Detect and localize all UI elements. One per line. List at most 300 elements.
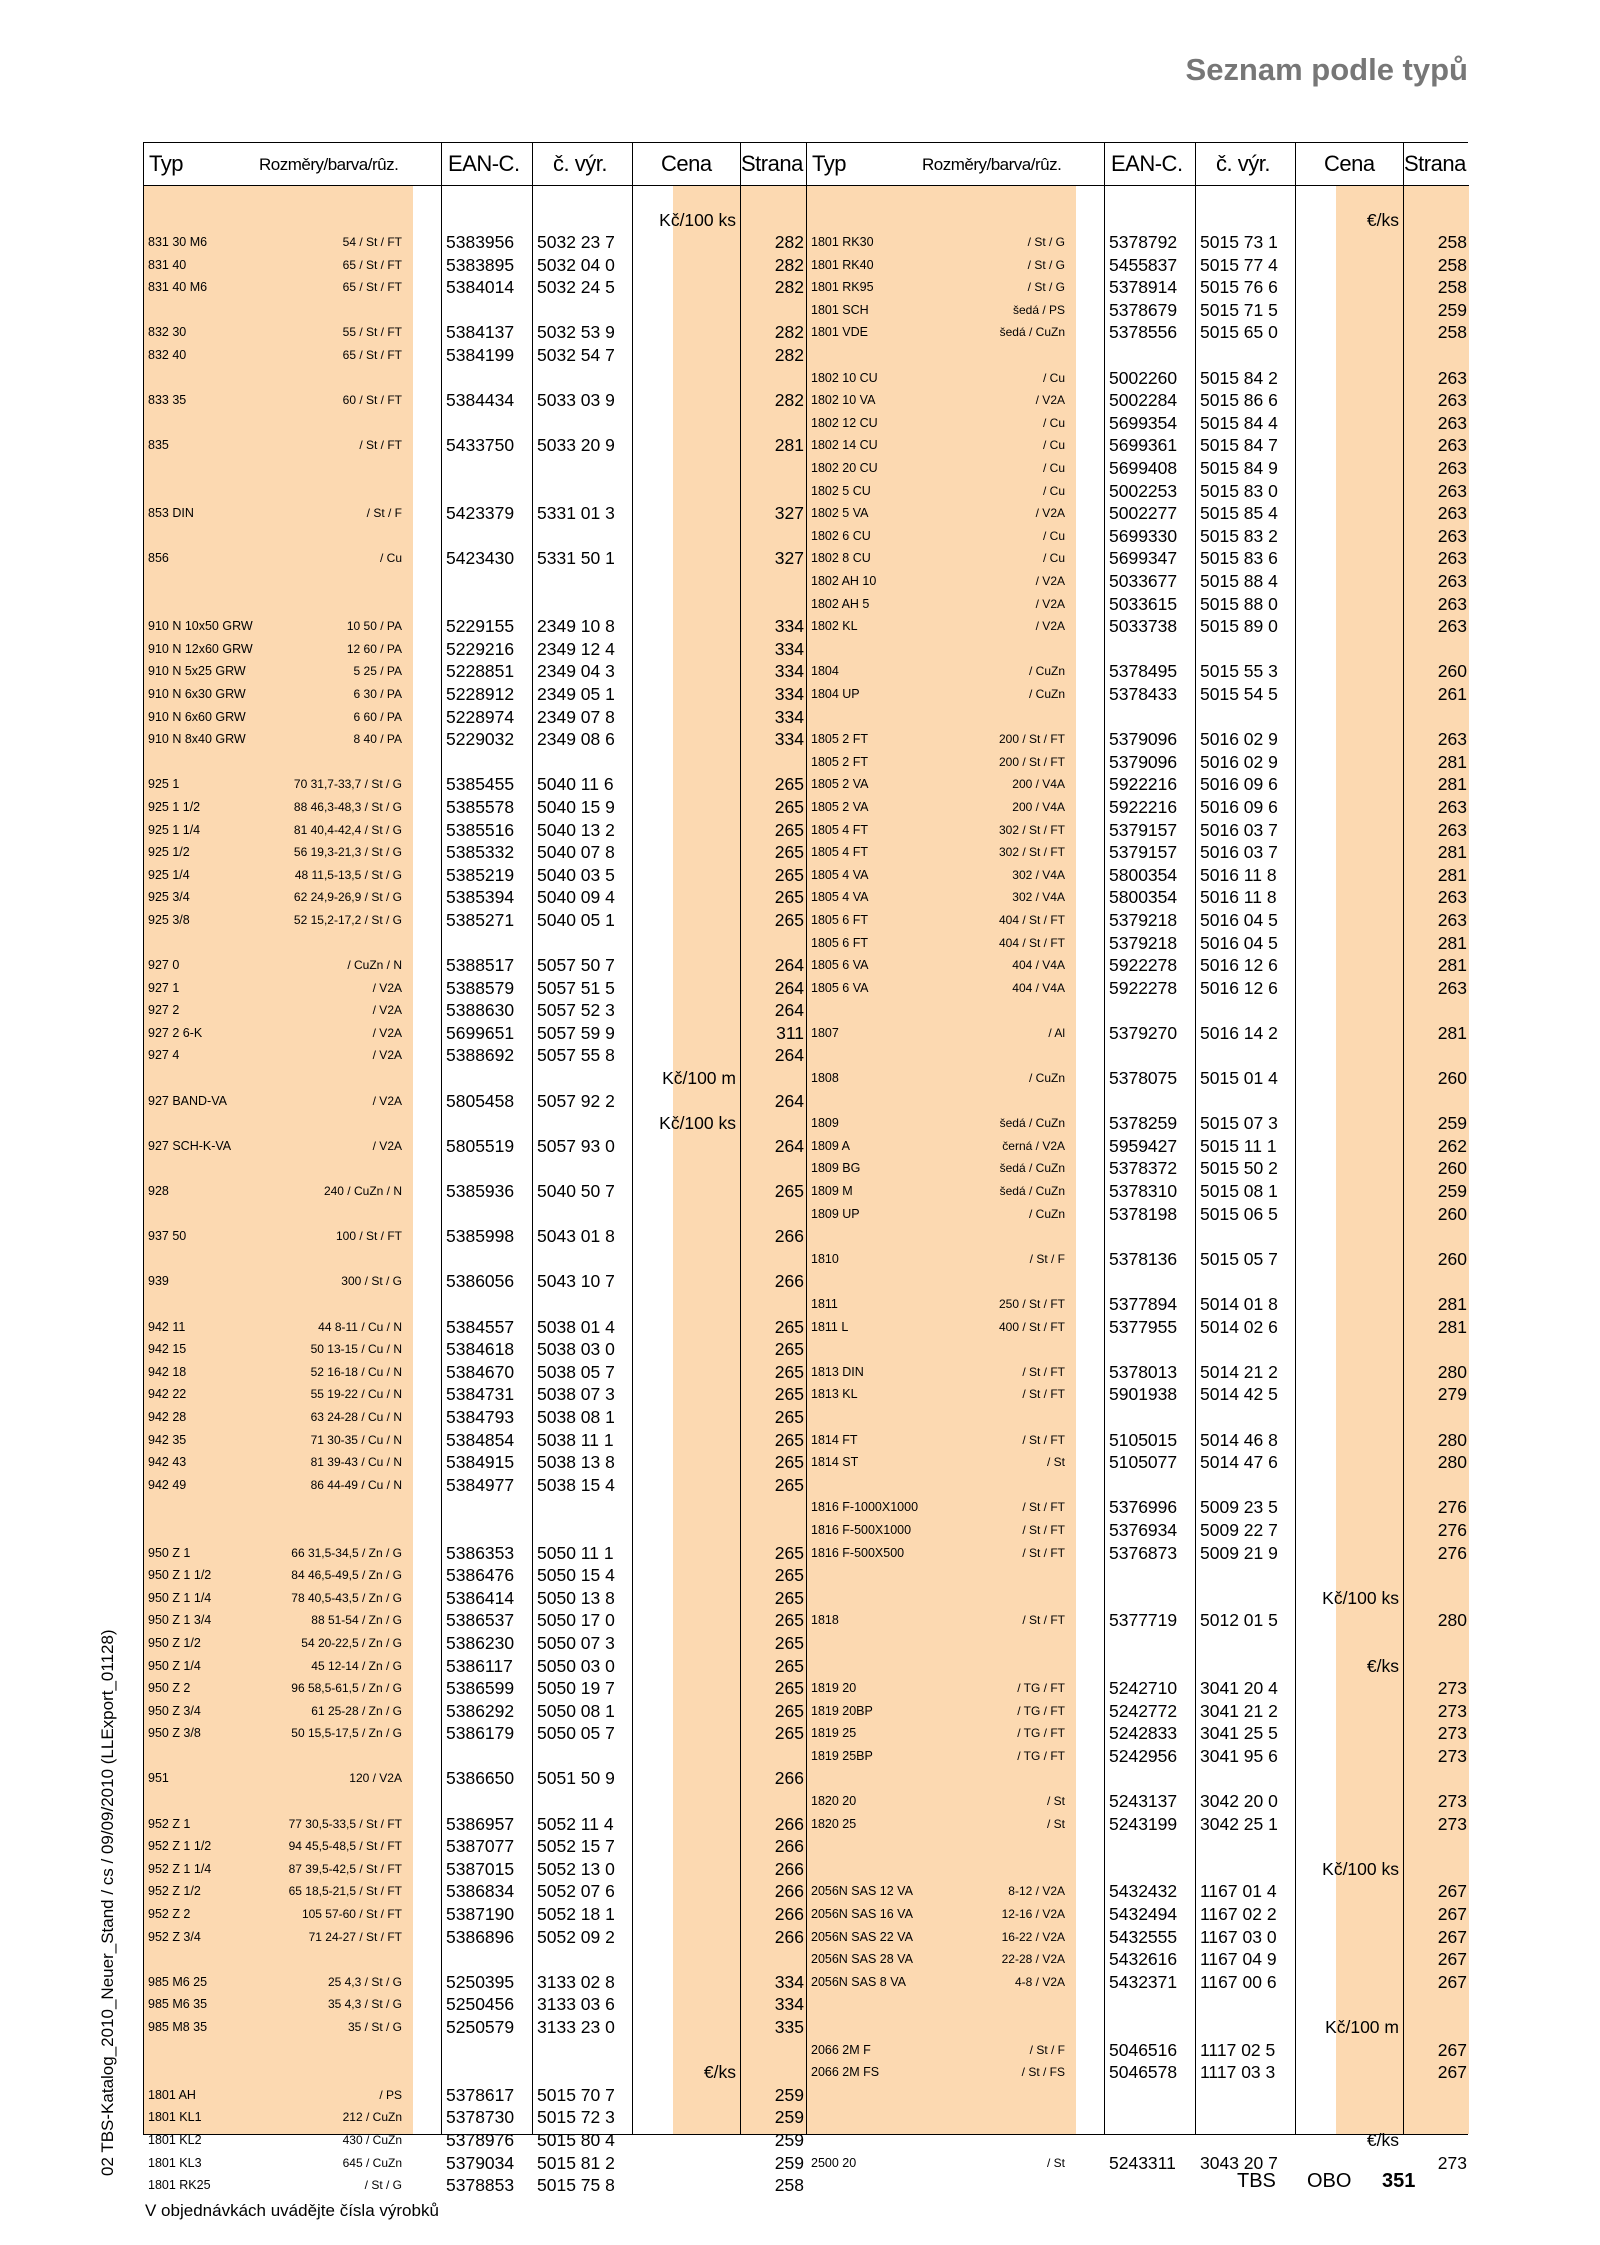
row-ean: 5046578: [1109, 2062, 1178, 2083]
row-type: 1819 25BP: [811, 1748, 873, 1763]
row-page: 267: [1437, 1971, 1467, 1992]
row-type: 833 35: [148, 393, 187, 408]
row-dimensions: 66 31,5-34,5 / Zn / G: [291, 1545, 402, 1560]
row-page: 263: [1437, 480, 1467, 501]
row-article-number: 5015 88 0: [1200, 593, 1278, 614]
table-row: [144, 751, 806, 774]
row-dimensions: 65 / St / FT: [342, 257, 402, 272]
table-row: [144, 1112, 806, 1135]
row-ean: 5386179: [446, 1723, 515, 1744]
row-article-number: 5032 54 7: [537, 345, 615, 366]
row-dimensions: 54 / St / FT: [342, 235, 402, 250]
row-dimensions: 8-12 / V2A: [1008, 1884, 1065, 1899]
table-row: [807, 977, 1469, 1000]
row-article-number: 5015 83 2: [1200, 525, 1278, 546]
row-article-number: 5015 11 1: [1200, 1135, 1277, 1156]
right-rows: [807, 209, 1469, 2175]
row-article-number: 5015 84 9: [1200, 458, 1278, 479]
table-row: [144, 1022, 806, 1045]
table-row: [144, 1993, 806, 2016]
header-article-number: č. výr.: [553, 151, 607, 176]
row-dimensions: / St: [1046, 2155, 1065, 2170]
row-dimensions: 16-22 / V2A: [1001, 1929, 1065, 1944]
row-page: 260: [1437, 1068, 1467, 1089]
table-row: [144, 480, 806, 503]
row-dimensions: 88 51-54 / Zn / G: [311, 1613, 402, 1628]
row-article-number: 5057 52 3: [537, 1000, 615, 1021]
row-page: 265: [774, 909, 804, 930]
row-type: 1802 12 CU: [811, 415, 878, 430]
row-type: 1819 20: [811, 1681, 857, 1696]
table-row: [807, 1429, 1469, 1452]
row-article-number: 3041 25 5: [1200, 1723, 1278, 1744]
table-row: [807, 254, 1469, 277]
row-type: 1805 6 VA: [811, 958, 869, 973]
table-row: [807, 1338, 1469, 1361]
row-dimensions: / Cu: [1042, 528, 1065, 543]
row-article-number: 5057 51 5: [537, 977, 615, 998]
row-ean: 5385394: [446, 887, 515, 908]
footer-brand-tbs: TBS: [1237, 2170, 1276, 2192]
row-page: 259: [774, 2129, 804, 2150]
row-article-number: 5015 75 8: [537, 2175, 615, 2196]
table-row: [807, 1112, 1469, 1135]
row-type: 1802 AH 5: [811, 596, 870, 611]
table-row: [807, 1474, 1469, 1497]
row-dimensions: 302 / St / FT: [998, 822, 1065, 837]
row-ean: 5384014: [446, 277, 515, 298]
row-type: 1818: [811, 1613, 839, 1628]
table-row: [144, 1044, 806, 1067]
row-page: 263: [1437, 729, 1467, 750]
row-ean: 5378976: [446, 2129, 515, 2150]
row-page: 258: [1437, 232, 1467, 253]
row-ean: 5378433: [1109, 683, 1178, 704]
row-dimensions: 8 40 / PA: [353, 732, 402, 747]
row-article-number: 5033 03 9: [537, 390, 615, 411]
row-article-number: 5331 01 3: [537, 503, 615, 524]
row-dimensions: / St / G: [1027, 235, 1065, 250]
table-row: [144, 1632, 806, 1655]
row-price-unit: Kč/100 ks: [659, 1113, 736, 1134]
row-ean: 5002277: [1109, 503, 1178, 524]
row-page: 259: [1437, 299, 1467, 320]
header-typ: Typ: [149, 151, 183, 176]
table-row: [807, 1655, 1469, 1678]
header-page: Strana: [1404, 151, 1466, 176]
row-type: 1805 6 FT: [811, 935, 868, 950]
row-article-number: 5057 50 7: [537, 955, 615, 976]
row-ean: 5387077: [446, 1836, 515, 1857]
row-ean: 5384434: [446, 390, 515, 411]
table-row: [144, 254, 806, 277]
row-page: 282: [774, 322, 804, 343]
row-article-number: 5016 04 5: [1200, 932, 1278, 953]
row-page: 273: [1437, 1813, 1467, 1834]
row-page: 281: [1437, 1316, 1467, 1337]
table-row: [807, 1813, 1469, 1836]
row-ean: 5105015: [1109, 1429, 1178, 1450]
row-type: 1814 ST: [811, 1455, 859, 1470]
row-ean: 5385998: [446, 1226, 515, 1247]
row-page: 334: [774, 638, 804, 659]
row-type: 925 1 1/2: [148, 799, 201, 814]
row-type: 910 N 5x25 GRW: [148, 664, 246, 679]
table-row: [807, 1519, 1469, 1542]
table-row: [144, 1519, 806, 1542]
table-row: [807, 706, 1469, 729]
row-article-number: 3042 25 1: [1200, 1813, 1278, 1834]
row-dimensions: / CuZn / N: [347, 958, 402, 973]
table-row: [144, 1067, 806, 1090]
row-page: 334: [774, 729, 804, 750]
row-type: 952 Z 1/2: [148, 1884, 201, 1899]
row-type: 952 Z 2: [148, 1907, 191, 1922]
row-type: 927 1: [148, 980, 180, 995]
table-row: [807, 1067, 1469, 1090]
order-note: V objednávkách uvádějte čísla výrobků: [145, 2201, 439, 2220]
row-dimensions: / Cu: [1042, 551, 1065, 566]
row-page: 258: [774, 2175, 804, 2196]
table-row: [144, 1157, 806, 1180]
row-type: 1801 AH: [148, 2087, 196, 2102]
row-ean: 5228912: [446, 683, 515, 704]
row-article-number: 5009 21 9: [1200, 1542, 1278, 1563]
table-row: [144, 2016, 806, 2039]
row-ean: 5385332: [446, 842, 515, 863]
table-row: [144, 1293, 806, 1316]
row-page: 264: [774, 1135, 804, 1156]
row-ean: 5378495: [1109, 661, 1178, 682]
row-ean: 5242956: [1109, 1745, 1178, 1766]
table-row: [144, 525, 806, 548]
row-page: 264: [774, 1090, 804, 1111]
row-ean: 5378556: [1109, 322, 1178, 343]
row-page: 276: [1437, 1542, 1467, 1563]
row-article-number: 5032 04 0: [537, 254, 615, 275]
table-row: [807, 1835, 1469, 1858]
row-dimensions: / Cu: [1042, 415, 1065, 430]
row-dimensions: / St / F: [366, 506, 402, 521]
table-row: [144, 1406, 806, 1429]
row-article-number: 5038 03 0: [537, 1339, 615, 1360]
table-row: [144, 367, 806, 390]
row-type: 950 Z 1/4: [148, 1658, 201, 1673]
row-ean: 5243199: [1109, 1813, 1178, 1834]
header-page: Strana: [741, 151, 803, 176]
row-ean: 5378679: [1109, 299, 1178, 320]
row-dimensions: / St / FT: [1022, 1432, 1065, 1447]
table-row: [144, 2106, 806, 2129]
table-row: [807, 660, 1469, 683]
side-note: 02 TBS-Katalog_2010_Neuer_Stand / cs / 09/09/2010 (LLExport_01128): [98, 1629, 117, 2176]
row-ean: 5800354: [1109, 887, 1178, 908]
row-page: 265: [774, 1565, 804, 1586]
row-ean: 5384915: [446, 1452, 515, 1473]
row-dimensions: 44 8-11 / Cu / N: [318, 1319, 402, 1334]
table-row: [807, 1790, 1469, 1813]
table-row: [807, 547, 1469, 570]
row-type: 831 30 M6: [148, 235, 208, 250]
row-price-unit: Kč/100 m: [1325, 2017, 1399, 2037]
row-page: 267: [1437, 1904, 1467, 1925]
table-row: [144, 977, 806, 1000]
row-type: 942 49: [148, 1477, 187, 1492]
row-dimensions: / TG / FT: [1017, 1703, 1065, 1718]
row-dimensions: 50 15,5-17,5 / Zn / G: [291, 1726, 402, 1741]
row-type: 950 Z 1/2: [148, 1635, 201, 1650]
row-dimensions: 94 45,5-48,5 / St / FT: [288, 1839, 402, 1854]
row-page: 265: [774, 887, 804, 908]
row-type: 950 Z 1 1/2: [148, 1568, 212, 1583]
row-article-number: 5015 80 4: [537, 2129, 615, 2150]
row-page: 281: [1437, 955, 1467, 976]
row-dimensions: / St / FT: [1022, 1522, 1065, 1537]
row-page: 263: [1437, 367, 1467, 388]
row-page: 273: [1437, 1791, 1467, 1812]
row-price-unit: Kč/100 ks: [1322, 1587, 1399, 1608]
row-page: 265: [774, 1610, 804, 1631]
row-page: 280: [1437, 1452, 1467, 1473]
row-ean: 5376873: [1109, 1542, 1178, 1563]
header-ean: EAN-C.: [1111, 151, 1183, 176]
row-article-number: 5016 02 9: [1200, 751, 1278, 772]
row-page: 262: [1437, 1135, 1467, 1156]
table-row: [144, 1858, 806, 1881]
row-ean: 5379034: [446, 2152, 515, 2173]
table-row: [144, 209, 806, 232]
table-row: [144, 1270, 806, 1293]
table-row: [144, 1609, 806, 1632]
row-article-number: 5040 15 9: [537, 796, 615, 817]
table-row: [144, 1813, 806, 1836]
row-page: 265: [774, 1339, 804, 1360]
row-article-number: 5015 88 4: [1200, 571, 1278, 591]
row-type: 1814 FT: [811, 1432, 858, 1447]
table-row: [144, 2129, 806, 2152]
row-article-number: 5038 08 1: [537, 1406, 615, 1427]
row-ean: 5386896: [446, 1926, 515, 1947]
row-article-number: 5015 85 4: [1200, 503, 1278, 524]
row-dimensions: 45 12-14 / Zn / G: [311, 1658, 402, 1673]
table-row: [807, 1993, 1469, 2016]
row-article-number: 5016 11 8: [1200, 887, 1277, 908]
row-page: 265: [774, 1632, 804, 1653]
row-ean: 5228974: [446, 706, 515, 727]
table-row: [807, 796, 1469, 819]
row-type: 2056N SAS 12 VA: [811, 1884, 913, 1899]
row-article-number: 1117 02 5: [1200, 2039, 1276, 2060]
row-dimensions: 78 40,5-43,5 / Zn / G: [291, 1590, 402, 1605]
row-type: 910 N 6x30 GRW: [148, 686, 246, 701]
table-row: [144, 886, 806, 909]
row-page: 263: [1437, 796, 1467, 817]
table-row: [807, 615, 1469, 638]
row-dimensions: 200 / V4A: [1012, 799, 1065, 814]
table-row: [807, 2061, 1469, 2084]
row-page: 265: [774, 1429, 804, 1450]
row-type: 1802 14 CU: [811, 438, 878, 453]
row-dimensions: / St / G: [1027, 280, 1065, 295]
row-page: 265: [774, 796, 804, 817]
table-row: [807, 1135, 1469, 1158]
row-ean: 5378372: [1109, 1158, 1178, 1179]
row-dimensions: 52 16-18 / Cu / N: [310, 1364, 402, 1379]
header-dimensions: Rozměry/barva/rûz.: [259, 155, 399, 174]
table-row: [144, 728, 806, 751]
row-dimensions: 35 / St / G: [347, 2020, 402, 2034]
table-row: [807, 480, 1469, 503]
row-page: 264: [774, 955, 804, 976]
row-dimensions: 302 / V4A: [1012, 867, 1065, 882]
row-article-number: 5050 13 8: [537, 1587, 615, 1608]
row-article-number: 5015 83 6: [1200, 548, 1278, 569]
row-type: 1805 2 FT: [811, 732, 868, 747]
row-dimensions: 404 / V4A: [1012, 980, 1065, 995]
table-row: [807, 412, 1469, 435]
row-type: 925 3/4: [148, 890, 190, 905]
table-row: [144, 932, 806, 955]
row-ean: 5379218: [1109, 932, 1178, 953]
row-ean: 5379218: [1109, 909, 1178, 930]
row-page: 263: [1437, 525, 1467, 546]
row-ean: 5384618: [446, 1339, 515, 1360]
row-article-number: 5052 11 4: [537, 1813, 614, 1834]
row-article-number: 2349 10 8: [537, 616, 615, 637]
left-rows: [144, 209, 806, 2197]
row-article-number: 5014 42 5: [1200, 1384, 1278, 1405]
row-ean: 5378136: [1109, 1248, 1178, 1269]
row-type: 1802 KL: [811, 619, 858, 634]
row-dimensions: 60 / St / FT: [342, 393, 402, 408]
table-row: [144, 773, 806, 796]
row-ean: 5385516: [446, 819, 515, 840]
row-type: 1802 5 CU: [811, 483, 871, 498]
row-ean: 5250456: [446, 1994, 515, 2015]
table-row: [807, 1157, 1469, 1180]
table-row: [144, 1767, 806, 1790]
row-type: 927 SCH-K-VA: [148, 1138, 232, 1153]
row-type: 1809 UP: [811, 1206, 860, 1221]
row-type: 856: [148, 551, 169, 566]
row-page: 265: [774, 864, 804, 885]
row-dimensions: / V2A: [1035, 619, 1065, 634]
table-row: [807, 932, 1469, 955]
row-article-number: 5033 20 9: [537, 435, 615, 456]
table-row: [807, 1948, 1469, 1971]
row-article-number: 5009 22 7: [1200, 1519, 1278, 1540]
row-article-number: 5032 53 9: [537, 322, 615, 343]
table-row: [144, 638, 806, 661]
row-type: 942 22: [148, 1387, 187, 1402]
row-ean: 5376934: [1109, 1519, 1178, 1540]
row-article-number: 5016 11 8: [1200, 864, 1277, 885]
row-dimensions: 25 4,3 / St / G: [327, 1974, 402, 1989]
row-page: 264: [774, 1045, 804, 1066]
row-page: 266: [774, 1226, 804, 1247]
row-dimensions: 81 40,4-42,4 / St / G: [293, 822, 402, 837]
row-ean: 5243137: [1109, 1791, 1178, 1812]
row-ean: 5385936: [446, 1181, 515, 1202]
row-article-number: 5009 23 5: [1200, 1497, 1278, 1518]
row-ean: 5379157: [1109, 842, 1178, 863]
row-dimensions: 120 / V2A: [349, 1771, 402, 1786]
row-page: 263: [1437, 548, 1467, 569]
row-article-number: 3133 02 8: [537, 1971, 615, 1992]
table-row: [144, 909, 806, 932]
row-ean: 5002284: [1109, 390, 1178, 411]
table-row: [807, 1767, 1469, 1790]
row-dimensions: / Cu: [1042, 483, 1065, 498]
row-article-number: 5050 05 7: [537, 1723, 615, 1744]
row-type: 1820 25: [811, 1816, 857, 1831]
row-ean: 5922278: [1109, 977, 1178, 998]
table-row: [807, 886, 1469, 909]
row-type: 1809: [811, 1116, 839, 1131]
row-dimensions: 302 / St / FT: [998, 845, 1065, 860]
row-dimensions: 404 / V4A: [1012, 958, 1065, 973]
table-row: [807, 2152, 1469, 2175]
table-row: [144, 1700, 806, 1723]
table-row: [144, 1677, 806, 1700]
row-dimensions: 87 39,5-42,5 / St / FT: [288, 1861, 402, 1876]
row-type: 950 Z 1: [148, 1545, 191, 1560]
row-type: 937 50: [148, 1229, 187, 1244]
table-row: [144, 344, 806, 367]
table-row: [807, 864, 1469, 887]
row-ean: 5242772: [1109, 1700, 1178, 1721]
table-row: [144, 1745, 806, 1768]
row-type: 853 DIN: [148, 506, 194, 521]
row-dimensions: 55 19-22 / Cu / N: [310, 1387, 402, 1402]
row-price-unit: Kč/100 ks: [1322, 1858, 1399, 1879]
row-article-number: 1167 04 9: [1200, 1949, 1277, 1970]
row-article-number: 5052 15 7: [537, 1836, 615, 1857]
row-article-number: 5050 08 1: [537, 1700, 615, 1721]
row-article-number: 3042 20 0: [1200, 1791, 1278, 1812]
row-ean: 5387190: [446, 1904, 515, 1925]
row-article-number: 5015 83 0: [1200, 480, 1278, 501]
row-dimensions: 96 58,5-61,5 / Zn / G: [291, 1681, 402, 1696]
row-article-number: 3041 95 6: [1200, 1745, 1278, 1766]
row-dimensions: / V2A: [372, 1003, 402, 1018]
row-ean: 5242710: [1109, 1678, 1178, 1699]
row-page: 265: [774, 1678, 804, 1699]
table-row: [144, 1542, 806, 1565]
row-dimensions: 200 / V4A: [1012, 777, 1065, 792]
row-page: 276: [1437, 1519, 1467, 1540]
row-dimensions: 50 13-15 / Cu / N: [310, 1342, 402, 1357]
table-row: [807, 1203, 1469, 1226]
table-row: [144, 276, 806, 299]
row-page: 258: [1437, 254, 1467, 275]
row-type: 942 15: [148, 1342, 187, 1357]
row-page: 265: [774, 842, 804, 863]
row-page: 266: [774, 1836, 804, 1857]
row-type: 2056N SAS 22 VA: [811, 1929, 913, 1944]
row-ean: 5385455: [446, 774, 515, 795]
row-ean: 5383895: [446, 254, 515, 275]
table-row: [144, 2039, 806, 2062]
row-type: 1808: [811, 1071, 839, 1086]
row-page: 266: [774, 1813, 804, 1834]
table-row: [144, 660, 806, 683]
row-dimensions: 12-16 / V2A: [1001, 1907, 1065, 1922]
row-dimensions: 12 60 / PA: [346, 641, 402, 656]
table-row: [144, 999, 806, 1022]
row-dimensions: 54 20-22,5 / Zn / G: [301, 1635, 402, 1650]
table-row: [807, 276, 1469, 299]
